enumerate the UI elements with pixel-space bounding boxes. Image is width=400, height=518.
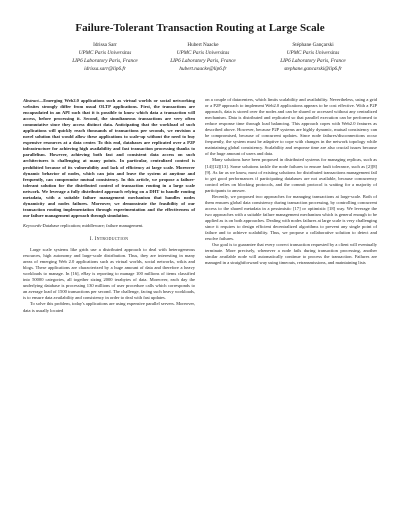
paragraph: Our goal is to guarantee that every correct transaction requested by a client will eventually terminate. More precisely, whenever a node fails during transaction processing, another similar available node will automatically continue to process the transaction. Failures are managed in a straightforward way using timeouts, retransmissions, and maintaining lists <box>205 242 377 266</box>
right-column <box>205 97 377 266</box>
keywords <box>23 223 195 229</box>
paragraph: Recently, we proposed two approaches for managing transactions at large-scale. Both of them ensures global data consistency during transaction processing, by controlling concurrent access to the shared metadata in a pessimistic [17] or optimistic [18] way. We leverage the two approaches with a suitable failure management mechanism which is general enough to be applied as is on both approaches. Dealing with nodes failures at large scale is very challenging since it requires to design efficient decentralized algorithms to prevent any single point of failure and to achieve scalability. Thus, we propose a collaborative solution to detect and resolve failures. <box>205 193 377 242</box>
author-affiliation: LIP6 Laboratory Paris, France <box>170 58 236 64</box>
author-1 <box>50 41 160 73</box>
author-name: Idrissa Sarr <box>93 42 117 48</box>
author-affiliation: UPMC Paris Universitas <box>78 50 132 56</box>
author-email[interactable]: stephane.gancarski@lip6.fr <box>284 66 342 72</box>
abstract-body: —Emerging Web2.0 applications such as virtual worlds or social networking websites strongly differ from usual OLTP applications. First, the transactions are encapsulated in an API such that it is possible to know which data a transaction will access, before processing it. Second, the simultaneous transactions are very often commutative since they access distinct data. Anticipating that the workload of such applications will quickly reach thousands of transactions per seconds, we envision a novel solution that would allow these applications to scale-up without the need to buy expensive resources at a data center. To this end, databases are replicated over a P2P infrastructure for achieving high availability and fast transaction processing thanks to parallelism. However, achieving both fast and consistent data access on such architectures is challenging at many points. In particular, centralized control is prohibited because of its vulnerability and lack of efficiency at large scale. Moreover dynamic behavior of nodes, which can join and leave the system at anytime and frequently, can compromise mutual consistency. In this article, we propose a failure-tolerant solution for the distributed control of transaction routing in a large scale network. We leverage a fully distributed approach relying on a DHT to handle routing metadata, with a suitable failure management mechanism that handles nodes dynamicity and nodes failures. Moreover, we demonstrate the feasibility of our transaction routing implementation through experimentation and the effectiveness of our failure management approach through simulation. <box>23 98 195 218</box>
paper-title: Failure-Tolerant Transaction Routing at Large Scale <box>75 22 325 34</box>
author-name: Hubert Naacke <box>187 42 219 48</box>
abstract <box>23 98 195 219</box>
author-affiliation: LIP6 Laboratory Paris, France <box>72 58 138 64</box>
paragraph: Large scale systems like grids use a distributed approach to deal with heterogeneous resources, high autonomy and large-scale distribution. Thus, they are interesting in many areas of emerging Web 2.0 applications such as virtual worlds, social networks, wikis and blogs. These applications are characterized by a huge amount of data and therefore a heavy workloads to manage. In [16], eBay is reporting to manage 100 millions of items classified into 50000 categories, all together sizing 2000 terabytes of data. Moreover, each day the underlying database is processing 130 millions of user procedure calls which corresponds to an average load of 1500 transactions per second. The challenge, facing such heavy workloads, is to ensure data availability and consistency in order to deal with fast updates. <box>23 247 195 301</box>
author-block <box>0 41 400 81</box>
keywords-label: Keywords <box>23 222 42 228</box>
paragraph: Many solutions have been proposed in distributed systems for managing replicas, such as [14][12][13]. Some solutions tackle the node failures to ensure fault tolerance, such as [2][8][9]. As far as we know, most of existing solutions for distributed transactions management fail to get good performances if participating databases are not available, because concurrency control relies on blocking protocols, and the commit protocol is waiting for a majority of participants to answer. <box>205 157 377 193</box>
paragraph: on a couple of datacenters, which limits scalability and availability. Nevertheless, using a grid or a P2P approach to implement Web2.0 applications appears to be cost effective. With a P2P approach, data is stored over the nodes and can be shared or accessed without any centralized mechanism. Data is distributed and replicated so that parallel execution can be performed to reduce response time through load balancing. This approach copes with Web2.0 features as described above. However, because P2P systems are highly dynamic, mutual consistency can be compromised, because of concurrent updates. Since node failures/disconnections occur frequently, the system must be adaptive to cope with changes in the network topology while maintaining global consistency. Scalability and response time are also crucial issues because of the huge amount of users and data. <box>205 97 377 157</box>
section-heading: I. Introduction <box>89 236 129 242</box>
author-2 <box>148 41 258 73</box>
author-name: Stéphane Gançarski <box>292 42 334 48</box>
author-email[interactable]: idrissa.sarr@lip6.fr <box>84 66 126 72</box>
author-affiliation: LIP6 Laboratory Paris, France <box>280 58 346 64</box>
author-email[interactable]: hubert.naacke@lip6.fr <box>179 66 227 72</box>
left-column <box>23 98 195 314</box>
abstract-label: Abstract <box>23 98 39 103</box>
author-affiliation: UPMC Paris Universitas <box>176 50 230 56</box>
keywords-body: -Database replication; middleware; failure management. <box>41 222 144 228</box>
author-3 <box>253 41 373 73</box>
paragraph: To solve this problem, today's applications are using expensive parallel servers. Moreover, data is usually located <box>23 301 195 313</box>
author-affiliation: UPMC Paris Universitas <box>286 50 340 56</box>
